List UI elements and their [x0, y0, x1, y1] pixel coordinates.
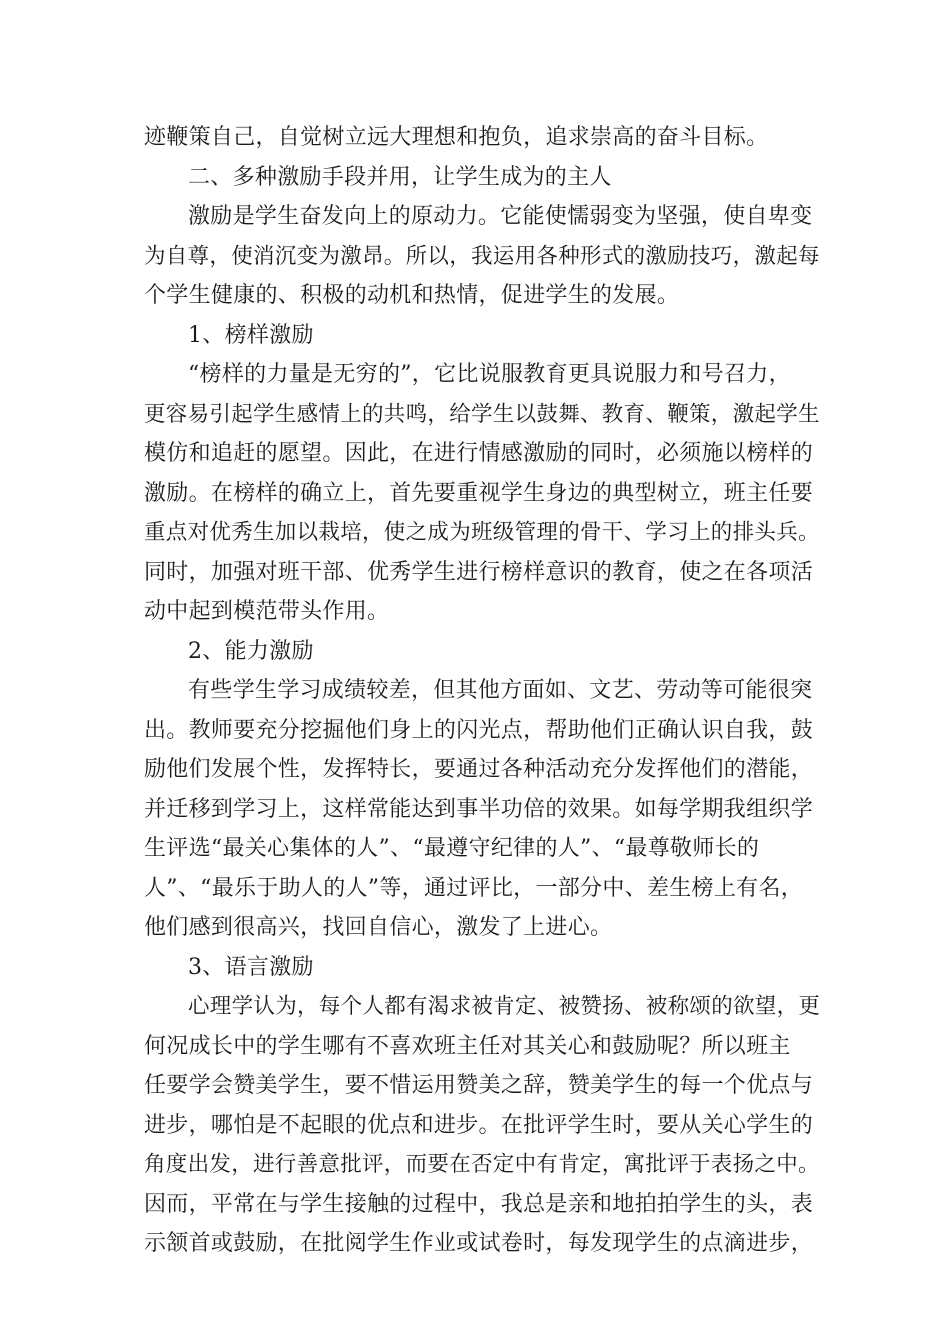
- paragraph-line: 重点对优秀生加以栽培，使之成为班级管理的骨干、学习上的排头兵。: [144, 520, 820, 545]
- subsection-heading: 2、能力激励: [188, 638, 314, 664]
- paragraph-line: 励他们发展个性，发挥特长，要通过各种活动充分发挥他们的潜能，: [144, 757, 814, 782]
- paragraph-line: 激励。在榜样的确立上，首先要重视学生身边的典型树立，班主任要: [144, 480, 814, 506]
- paragraph-line: 激励是学生奋发向上的原动力。它能使懦弱变为坚强，使自卑变: [188, 204, 813, 229]
- paragraph-line: 有些学生学习成绩较差，但其他方面如、文艺、劳动等可能很突: [188, 678, 813, 703]
- paragraph-line: 任要学会赞美学生，要不惜运用赞美之辞，赞美学生的每一个优点与: [144, 1073, 814, 1098]
- subsection-heading: 1、榜样激励: [188, 322, 314, 348]
- paragraph-line: 心理学认为，每个人都有渴求被肯定、被赞扬、被称颂的欲望，更: [188, 994, 821, 1019]
- paragraph-line: 并迁移到学习上，这样常能达到事半功倍的效果。如每学期我组织学: [144, 796, 814, 822]
- paragraph-line: 因而，平常在与学生接触的过程中，我总是亲和地拍拍学生的头，表: [144, 1191, 814, 1217]
- paragraph-line: 迹鞭策自己，自觉树立远大理想和抱负，追求崇高的奋斗目标。: [144, 125, 769, 150]
- subsection-heading: 3、语言激励: [188, 954, 314, 980]
- paragraph-line: 示颔首或鼓励，在批阅学生作业或试卷时，每发现学生的点滴进步，: [144, 1231, 814, 1256]
- paragraph-line: 何况成长中的学生哪有不喜欢班主任对其关心和鼓励呢？所以班主: [144, 1033, 791, 1059]
- paragraph-line: 他们感到很高兴，找回自信心，激发了上进心。: [144, 915, 613, 940]
- paragraph-line: 个学生健康的、积极的动机和热情，促进学生的发展。: [144, 283, 680, 308]
- document-body: [144, 118, 824, 1264]
- paragraph-line: 生评选“最关心集体的人”、“最遵守纪律的人”、“最尊敬师长的: [144, 836, 760, 861]
- paragraph-line: “榜样的力量是无穷的”，它比说服教育更具说服力和号召力，: [188, 362, 791, 387]
- paragraph-line: 模仿和追赶的愿望。因此，在进行情感激励的同时，必须施以榜样的: [144, 441, 814, 466]
- paragraph-line: 动中起到模范带头作用。: [144, 599, 390, 624]
- paragraph-line: 进步，哪怕是不起眼的优点和进步。在批评学生时，要从关心学生的: [144, 1112, 814, 1138]
- paragraph-line: 同时，加强对班干部、优秀学生进行榜样意识的教育，使之在各项活: [144, 559, 814, 585]
- paragraph-line: 角度出发，进行善意批评，而要在否定中有肯定，寓批评于表扬之中。: [144, 1152, 820, 1177]
- paragraph-line: 人”、“最乐于助人的人”等，通过评比，一部分中、差生榜上有名，: [144, 875, 804, 901]
- paragraph-line: 为自尊，使消沉变为激昂。所以，我运用各种形式的激励技巧，激起每: [144, 243, 820, 269]
- paragraph-line: 出。教师要充分挖掘他们身上的闪光点，帮助他们正确认识自我，鼓: [144, 717, 814, 743]
- paragraph-line: 更容易引起学生感情上的共鸣，给学生以鼓舞、教育、鞭策，激起学生: [144, 401, 820, 427]
- section-heading: 二、多种激励手段并用，让学生成为的主人: [188, 164, 612, 190]
